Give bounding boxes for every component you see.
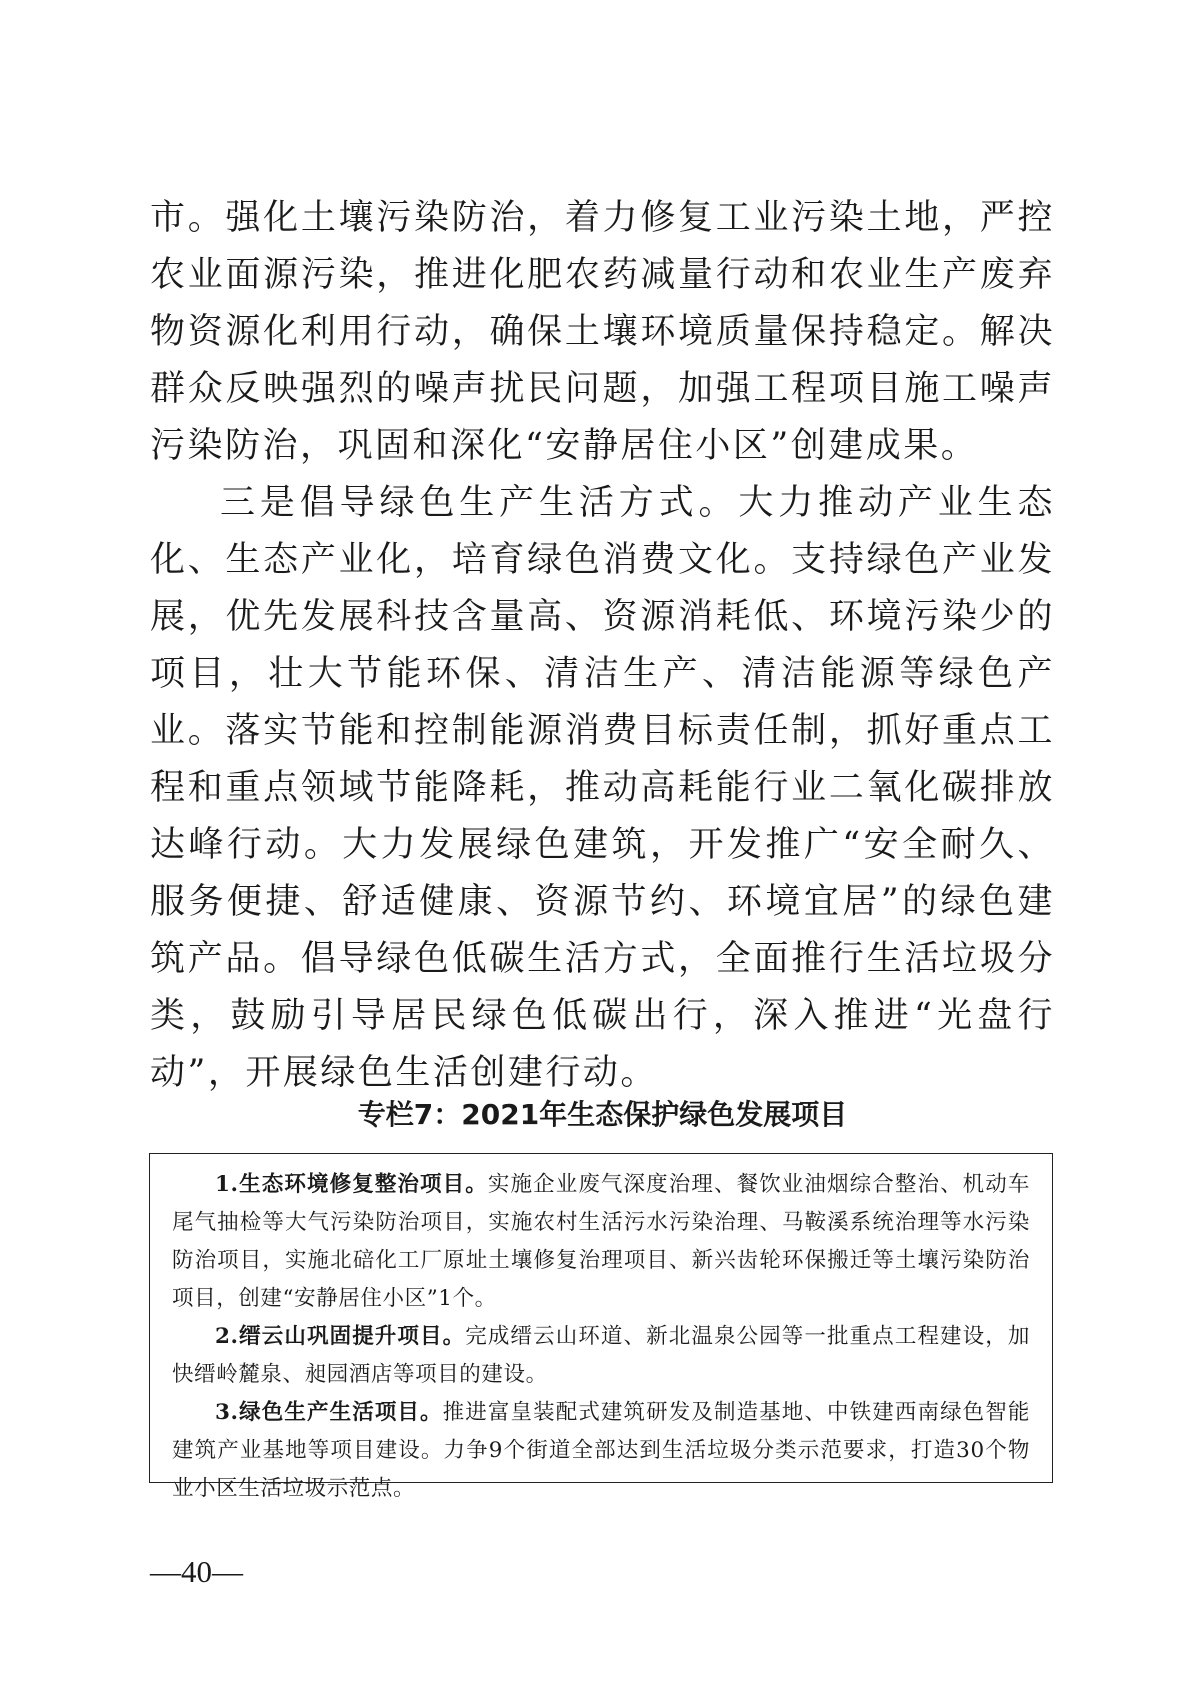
body-paragraph-2: 三是倡导绿色生产生活方式。大力推动产业生态化、生态产业化，培育绿色消费文化。支持绿色产业发展，优先发展科技含量高、资源消耗低、环境污染少的项目，壮大节能环保、清洁生产、清洁能源等绿色产业。落实节能和控制能源消费目标责任制，抓好重点工程和重点领域节能降耗，推动高耗能行业二氧化碳排放达峰行动。大力发展绿色建筑，开发推广“安全耐久、服务便捷、舒适健康、资源节约、环境宜居”的绿色建筑产品。倡导绿色低碳生活方式，全面推行生活垃圾分类，鼓励引导居民绿色低碳出行，深入推进“光盘行动”，开展绿色生活创建行动。: [150, 483, 1055, 1093]
column-box: [149, 1153, 1053, 1501]
body-text: [150, 190, 1055, 1102]
column-item-2-head: 2.缙云山巩固提升项目。: [215, 1324, 466, 1349]
column-item-1: [172, 1166, 1030, 1318]
column-title: 专栏7：2021年生态保护绿色发展项目: [357, 1098, 848, 1131]
column-item-3-text: 推进富皇装配式建筑研发及制造基地、中铁建西南绿色智能建筑产业基地等项目建设。力争9个街道全部达到生活垃圾分类示范要求，打造30个物业小区生活垃圾示范点。: [172, 1400, 1031, 1501]
body-paragraph-1: 市。强化土壤污染防治，着力修复工业污染土地，严控农业面源污染，推进化肥农药减量行动和农业生产废弃物资源化利用行动，确保土壤环境质量保持稳定。解决群众反映强烈的噪声扰民问题，加强工程项目施工噪声污染防治，巩固和深化“安静居住小区”创建成果。: [150, 198, 1055, 466]
column-item-3-head: 3.绿色生产生活项目。: [215, 1400, 443, 1425]
column-item-3: [172, 1394, 1030, 1508]
column-item-1-text: 实施企业废气深度治理、餐饮业油烟综合整治、机动车尾气抽检等大气污染防治项目，实施农村生活污水污染治理、马鞍溪系统治理等水污染防治项目，实施北碚化工厂原址土壤修复治理项目、新兴齿轮环保搬迁等土壤污染防治项目，创建“安静居住小区”1个。: [172, 1172, 1031, 1311]
column-item-2-text: 完成缙云山环道、新北温泉公园等一批重点工程建设，加快缙岭麓泉、昶园酒店等项目的建设。: [172, 1324, 1030, 1387]
page-number: —40—: [150, 1554, 243, 1589]
column-item-2: [172, 1318, 1030, 1394]
column-item-1-head: 1.生态环境修复整治项目。: [215, 1172, 488, 1197]
